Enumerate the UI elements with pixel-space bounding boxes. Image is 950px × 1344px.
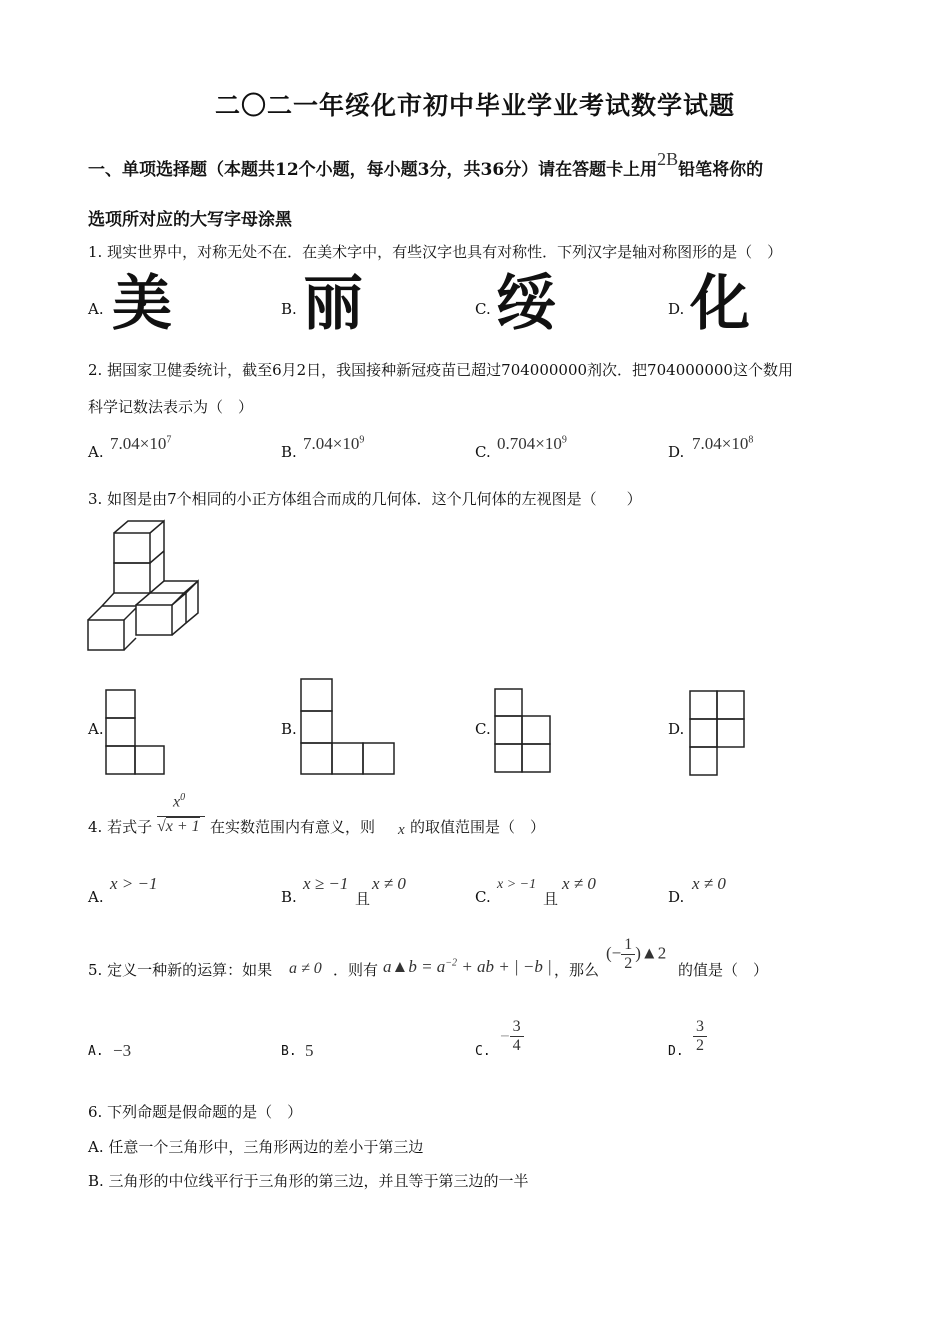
- q5-stem-mid: ．则有: [333, 961, 379, 979]
- q5-stem-pre: 5. 定义一种新的运算：如果: [88, 961, 273, 979]
- q1-stem: 1. 现实世界中，对称无处不在．在美术字中，有些汉字也具有对称性．下列汉字是轴对称图形的是（ ）: [88, 243, 783, 261]
- q4-option-d-expr: x ≠ 0: [692, 874, 726, 893]
- q4-option-a-label[interactable]: A.: [88, 888, 104, 906]
- q1-option-b-label[interactable]: B.: [281, 300, 297, 318]
- q2-option-b-label[interactable]: B.: [281, 443, 297, 461]
- q4-fraction: $x^0$ √x + 1: [155, 792, 207, 842]
- q6-option-a[interactable]: A. 任意一个三角形中，三角形两边的差小于第三边: [88, 1138, 424, 1156]
- q4-option-d-label[interactable]: D.: [668, 888, 685, 906]
- q1-option-a-label[interactable]: A.: [88, 300, 104, 318]
- q5-definition: a▲b = $a^{-2}$ + ab + | −b |: [383, 957, 552, 976]
- q5-option-d-label[interactable]: D.: [668, 1044, 684, 1059]
- q5-stem-post: 的值是（ ）: [678, 961, 769, 979]
- q4-option-b-expr1: x ≥ −1: [303, 874, 349, 893]
- pencil-grade: 2B: [657, 149, 679, 169]
- q5-condition: a ≠ 0: [289, 960, 322, 977]
- q4-option-c-conj: 且: [543, 890, 559, 908]
- q4-stem-mid: 在实数范围内有意义，则: [210, 818, 376, 836]
- q3-option-c-figure: [493, 687, 555, 775]
- q4-option-a-expr: x > −1: [110, 874, 158, 893]
- q3-option-d-label[interactable]: D.: [668, 720, 685, 738]
- q2-option-d-label[interactable]: D.: [668, 443, 685, 461]
- q3-option-a-figure: [105, 688, 167, 778]
- q1-option-c-label[interactable]: C.: [475, 300, 491, 318]
- q2-stem-line2: 科学记数法表示为（ ）: [88, 398, 254, 416]
- q3-stem: 3. 如图是由7个相同的小正方体组合而成的几何体．这个几何体的左视图是（ ）: [88, 490, 642, 508]
- q5-option-d-value: $\frac{3}{2}$: [693, 1018, 707, 1055]
- q4-option-b-label[interactable]: B.: [281, 888, 297, 906]
- q4-stem-pre: 4. 若式子: [88, 818, 153, 836]
- q4-stem-post: 的取值范围是（ ）: [410, 818, 546, 836]
- q2-option-b-value: $7.04\times 10^9$: [303, 434, 365, 453]
- q5-stem-mid2: ，那么: [554, 961, 600, 979]
- q4-option-b-conj: 且: [355, 890, 371, 908]
- q2-option-a-value: $7.04\times 10^7$: [110, 434, 172, 453]
- q2-option-c-value: $0.704\times 10^9$: [497, 434, 567, 453]
- q5-argument: (− $\frac{1}{2}$ )▲2: [606, 936, 667, 972]
- q1-option-d-label[interactable]: D.: [668, 300, 685, 318]
- q2-option-c-label[interactable]: C.: [475, 443, 491, 461]
- q3-option-c-label[interactable]: C.: [475, 720, 491, 738]
- q4-option-c-label[interactable]: C.: [475, 888, 491, 906]
- q3-option-d-figure: [688, 689, 748, 777]
- q4-option-b-expr2: x ≠ 0: [372, 874, 406, 893]
- q4-option-c-expr1: x > −1: [497, 877, 537, 892]
- section-heading-line1: [88, 149, 764, 180]
- q1-option-a-char: 美: [112, 269, 172, 339]
- q4-variable: x: [398, 822, 405, 838]
- q5-option-a-label[interactable]: A.: [88, 1044, 104, 1059]
- q4-option-c-expr2: x ≠ 0: [562, 874, 596, 893]
- q5-option-c-label[interactable]: C.: [475, 1044, 491, 1059]
- q5-option-b-label[interactable]: B.: [281, 1044, 297, 1059]
- q1-option-d-char: 化: [690, 269, 750, 339]
- q1-option-c-char: 绥: [496, 269, 556, 339]
- q3-option-b-label[interactable]: B.: [281, 720, 297, 738]
- q2-option-a-label[interactable]: A.: [88, 443, 104, 461]
- q6-stem: 6. 下列命题是假命题的是（ ）: [88, 1103, 303, 1121]
- section-heading-text-end: 铅笔将你的: [678, 160, 764, 180]
- q5-option-a-value: −3: [113, 1041, 132, 1060]
- page-title: 二〇二一年绥化市初中毕业学业考试数学试题: [214, 91, 735, 120]
- section-heading-text: 一、单项选择题（本题共12个小题，每小题3分，共36分）请在答题卡上用: [88, 160, 658, 180]
- q5-option-b-value: 5: [305, 1041, 314, 1060]
- section-heading-line2: 选项所对应的大写字母涂黑: [88, 210, 292, 230]
- q5-option-c-value: − $\frac{3}{4}$: [500, 1018, 524, 1055]
- q1-option-b-char: 丽: [303, 269, 363, 339]
- q2-option-d-value: $7.04\times 10^8$: [692, 434, 754, 453]
- q3-option-b-figure: [299, 677, 399, 777]
- q2-stem-line1: 2. 据国家卫健委统计，截至6月2日，我国接种新冠疫苗已超过704000000剂次．把704000000这个数用: [88, 361, 793, 379]
- q3-cube-figure: [84, 518, 204, 652]
- q3-option-a-label[interactable]: A.: [88, 720, 104, 738]
- q6-option-b[interactable]: B. 三角形的中位线平行于三角形的第三边，并且等于第三边的一半: [88, 1172, 529, 1190]
